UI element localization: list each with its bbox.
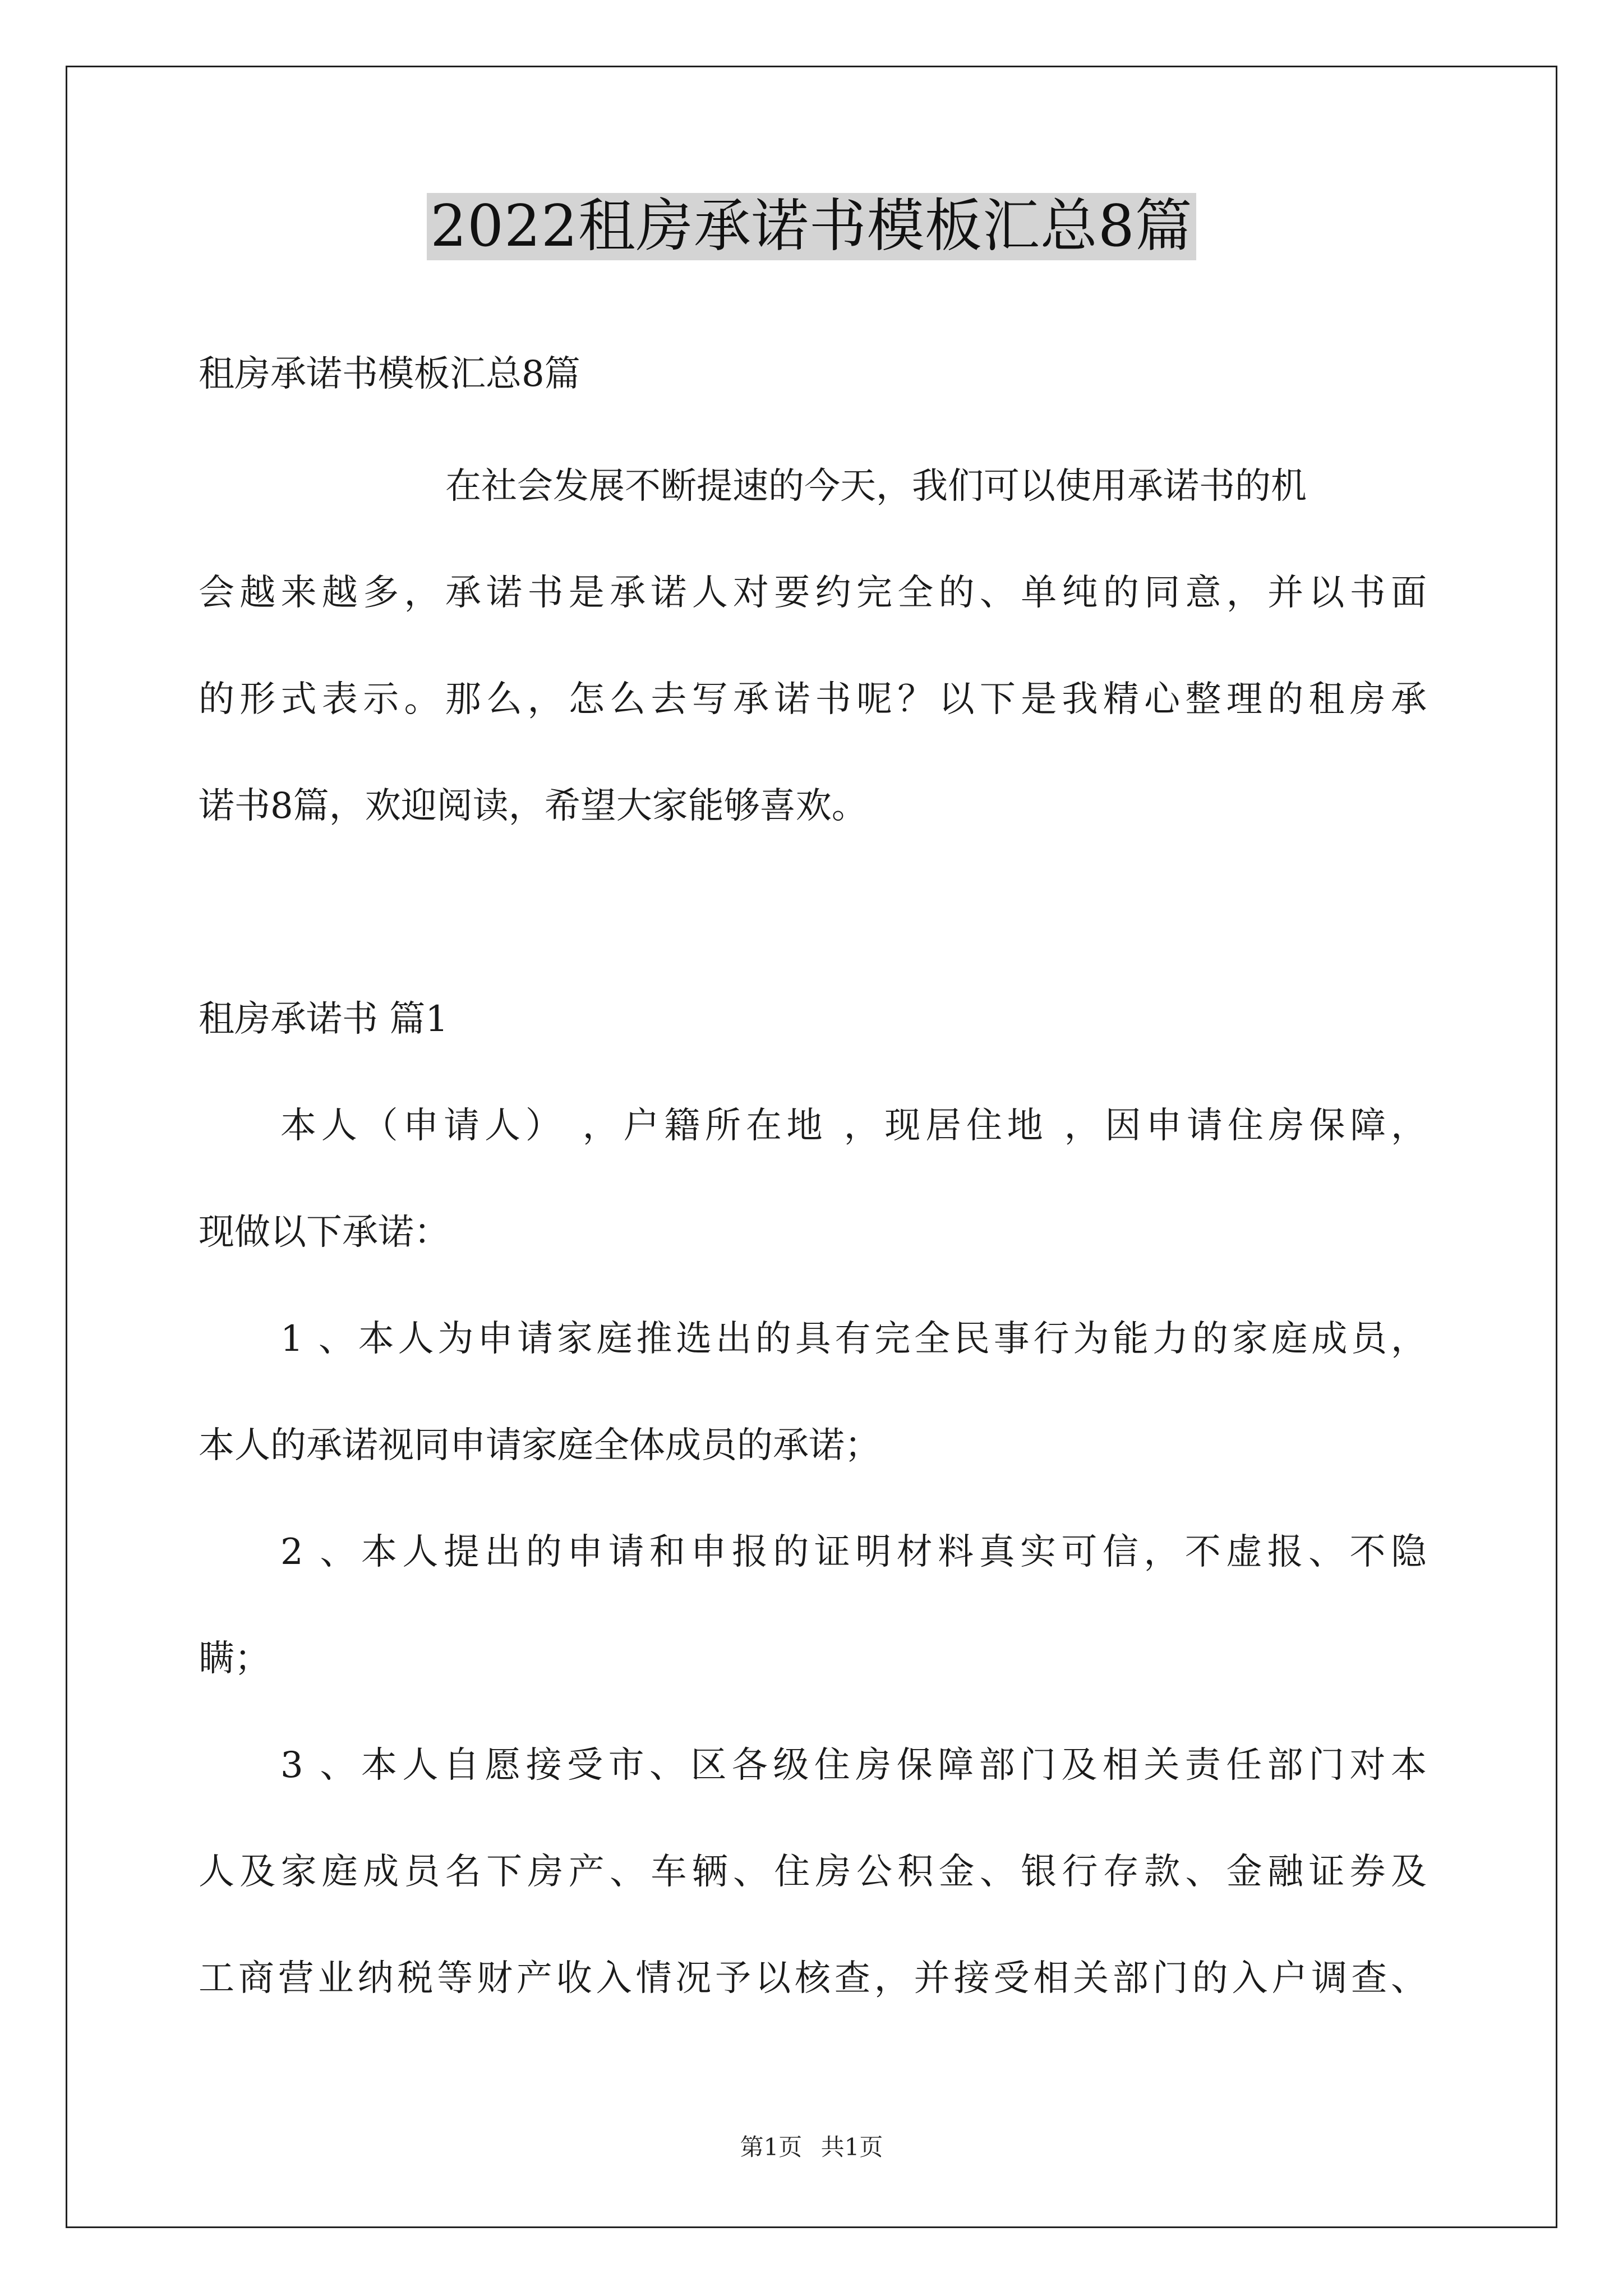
section-heading: 租房承诺书 篇1 (199, 999, 449, 1040)
body-line-1: 本人（申请人） ，户籍所在地 ，现居住地 ，因申请住房保障， (280, 1105, 1427, 1147)
body-line-4: 本人的承诺视同申请家庭全体成员的承诺； (199, 1425, 880, 1466)
intro-line-4: 诺书8篇，欢迎阅读，希望大家能够喜欢。 (199, 785, 868, 827)
body-line-3: 1 、本人为申请家庭推选出的具有完全民事行为能力的家庭成员， (280, 1318, 1427, 1360)
body-line-8: 人及家庭成员名下房产、车辆、住房公积金、银行存款、金融证券及 (199, 1851, 1427, 1893)
intro-line-1: 在社会发展不断提速的今天，我们可以使用承诺书的机 (445, 466, 1307, 507)
body-line-9: 工商营业纳税等财产收入情况予以核查，并接受相关部门的入户调查、 (199, 1958, 1427, 1999)
body-line-2: 现做以下承诺： (199, 1212, 450, 1253)
intro-line-3: 的形式表示。那么，怎么去写承诺书呢？以下是我精心整理的租房承 (199, 679, 1427, 720)
document-title: 2022租房承诺书模板汇总8篇 (427, 193, 1196, 260)
body-line-6: 瞒； (199, 1638, 270, 1680)
body-line-7: 3 、本人自愿接受市、区各级住房保障部门及相关责任部门对本 (280, 1745, 1427, 1786)
title-container (0, 193, 1623, 260)
document-subtitle: 租房承诺书模板汇总8篇 (199, 353, 580, 395)
page-footer (0, 2129, 1623, 2162)
body-line-5: 2 、本人提出的申请和申报的证明材料真实可信，不虚报、不隐 (280, 1531, 1427, 1573)
intro-line-2: 会越来越多，承诺书是承诺人对要约完全的、单纯的同意，并以书面 (199, 572, 1427, 614)
page-total: 共1页 (820, 2133, 883, 2161)
page-number: 第1页 (740, 2133, 803, 2161)
